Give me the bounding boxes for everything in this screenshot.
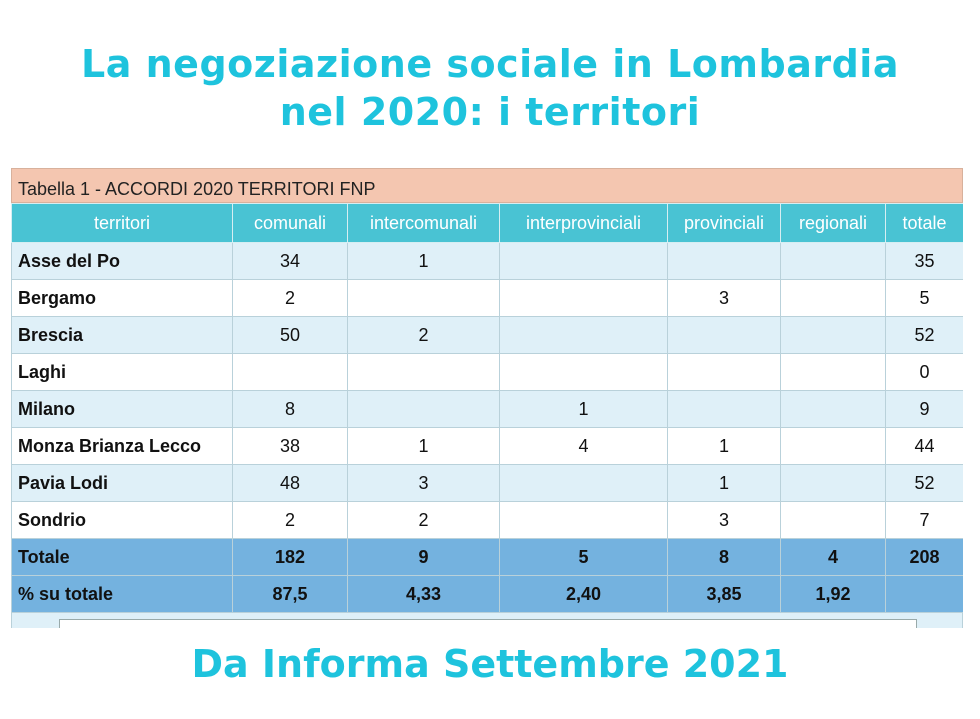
table-cell: 3 (668, 502, 781, 539)
table-cell: 2,40 (500, 576, 668, 613)
title-line-1: La negoziazione sociale in Lombardia (81, 42, 899, 86)
table-cell: 208 (886, 539, 964, 576)
row-label: Milano (12, 391, 233, 428)
page-title (0, 40, 980, 136)
table-cell: 38 (233, 428, 348, 465)
header-provinciali: provinciali (668, 204, 781, 243)
table-row (12, 465, 964, 502)
table-cell: 4,33 (348, 576, 500, 613)
table-cell: 8 (233, 391, 348, 428)
table-cell: 3,85 (668, 576, 781, 613)
table-cell (500, 502, 668, 539)
table-cell: 4 (500, 428, 668, 465)
percent-row (12, 576, 964, 613)
row-label: Monza Brianza Lecco (12, 428, 233, 465)
table-cell (500, 317, 668, 354)
table-cell (668, 243, 781, 280)
table-cell: 0 (886, 354, 964, 391)
row-label: Brescia (12, 317, 233, 354)
table-cell (886, 576, 964, 613)
table-cell: 9 (348, 539, 500, 576)
table-cell: 8 (668, 539, 781, 576)
table-cell (500, 280, 668, 317)
row-label: Laghi (12, 354, 233, 391)
table-row (12, 243, 964, 280)
header-intercomunali: intercomunali (348, 204, 500, 243)
table-cell (500, 243, 668, 280)
table-row (12, 280, 964, 317)
accordi-table-container (11, 168, 963, 628)
table-cell (348, 280, 500, 317)
table-cell (781, 391, 886, 428)
table-cell: 87,5 (233, 576, 348, 613)
title-line-2: nel 2020: i territori (279, 90, 701, 134)
table-cell (500, 465, 668, 502)
table-row (12, 317, 964, 354)
table-cell (500, 354, 668, 391)
header-comunali: comunali (233, 204, 348, 243)
table-cell (233, 354, 348, 391)
table-cell: 3 (668, 280, 781, 317)
table-cell: 1 (668, 428, 781, 465)
table-cell: 50 (233, 317, 348, 354)
source-footer: Da Informa Settembre 2021 (191, 642, 789, 686)
table-cell (781, 317, 886, 354)
table-cell: 35 (886, 243, 964, 280)
table-cell: 34 (233, 243, 348, 280)
table-cell: 7 (886, 502, 964, 539)
table-cell: 1 (348, 243, 500, 280)
table-cell (348, 354, 500, 391)
table-cell (781, 465, 886, 502)
table-cell: 3 (348, 465, 500, 502)
table-cell (781, 354, 886, 391)
table-cell: 1 (348, 428, 500, 465)
table-cell (781, 280, 886, 317)
table-header-row (12, 204, 964, 243)
table-cell (668, 317, 781, 354)
table-cell (781, 502, 886, 539)
header-totale: totale (886, 204, 964, 243)
header-interprovinciali: interprovinciali (500, 204, 668, 243)
header-territori: territori (12, 204, 233, 243)
table-cell: 44 (886, 428, 964, 465)
accordi-table (11, 203, 963, 613)
table-cell: 5 (886, 280, 964, 317)
table-row (12, 354, 964, 391)
table-trailing-row (11, 613, 963, 628)
table-row (12, 391, 964, 428)
table-cell: 9 (886, 391, 964, 428)
row-label: Sondrio (12, 502, 233, 539)
table-row (12, 502, 964, 539)
table-cell: 52 (886, 317, 964, 354)
table-row (12, 428, 964, 465)
table-cell: 1,92 (781, 576, 886, 613)
row-label: Pavia Lodi (12, 465, 233, 502)
table-cell: 1 (500, 391, 668, 428)
table-cell: 4 (781, 539, 886, 576)
table-cell: 5 (500, 539, 668, 576)
table-caption: Tabella 1 - ACCORDI 2020 TERRITORI FNP (11, 168, 963, 203)
table-cell: 2 (348, 317, 500, 354)
table-cell (781, 428, 886, 465)
table-cell: 48 (233, 465, 348, 502)
empty-box (59, 619, 917, 628)
table-cell (348, 391, 500, 428)
table-cell: 2 (233, 502, 348, 539)
row-label: Bergamo (12, 280, 233, 317)
table-cell: 52 (886, 465, 964, 502)
header-regionali: regionali (781, 204, 886, 243)
totals-row (12, 539, 964, 576)
table-cell: 2 (233, 280, 348, 317)
table-cell: 1 (668, 465, 781, 502)
table-cell: 182 (233, 539, 348, 576)
row-label: % su totale (12, 576, 233, 613)
table-cell: 2 (348, 502, 500, 539)
row-label: Asse del Po (12, 243, 233, 280)
row-label: Totale (12, 539, 233, 576)
table-cell (668, 354, 781, 391)
table-cell (781, 243, 886, 280)
table-cell (668, 391, 781, 428)
